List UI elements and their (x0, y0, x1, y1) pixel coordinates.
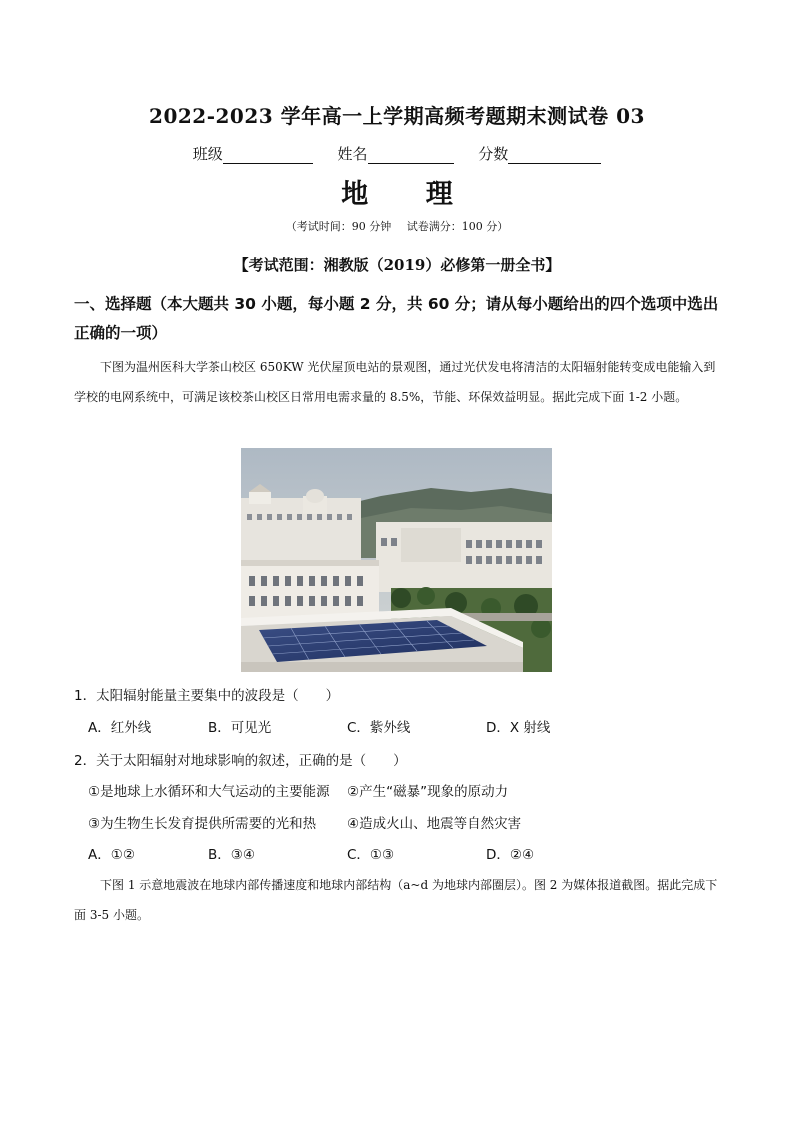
class-field (193, 143, 313, 164)
q1-option-d[interactable]: D．X 射线 (486, 720, 551, 736)
exam-time: （考试时间：90 分钟 (285, 220, 392, 233)
subject-title: 地 理 (341, 179, 477, 210)
exam-full-score: 试卷满分：100 分） (406, 220, 509, 233)
name-field (337, 143, 453, 164)
question-1-stem: 1．太阳辐射能量主要集中的波段是（ ） (74, 688, 340, 704)
q2-option-b[interactable]: B．③④ (208, 847, 255, 863)
score-blank[interactable] (508, 147, 601, 164)
class-label: 班级 (192, 145, 223, 163)
q2-option-d[interactable]: D．②④ (486, 847, 535, 863)
exam-title: 2022-2023 学年高一上学期高频考题期末测试卷 03 (149, 104, 645, 128)
class-blank[interactable] (223, 147, 313, 164)
question-2-stem: 2．关于太阳辐射对地球影响的叙述，正确的是（ ） (74, 753, 407, 769)
q2-statement-2: ②产生“磁暴”现象的原动力 (347, 784, 509, 800)
q2-option-a[interactable]: A．①② (88, 847, 135, 863)
name-blank[interactable] (368, 147, 454, 164)
solar-rooftop-photo (241, 448, 552, 672)
name-label: 姓名 (337, 145, 368, 163)
q2-option-c[interactable]: C．①③ (347, 847, 395, 863)
q1-option-c[interactable]: C．紫外线 (347, 720, 411, 736)
score-field (478, 143, 601, 164)
section-heading: 一、选择题（本大题共 30 小题，每小题 2 分，共 60 分；请从每小题给出的四个选项中选出正确的一项） (74, 295, 719, 342)
student-info-row (0, 143, 794, 164)
exam-scope: 【考试范围：湘教版（2019）必修第一册全书】 (233, 256, 561, 274)
q1-option-b[interactable]: B．可见光 (208, 720, 272, 736)
passage-1: 下图为温州医科大学茶山校区 650KW 光伏屋顶电站的景观图，通过光伏发电将清洁的太阳辐射能转变成电能输入到学校的电网系统中，可满足该校茶山校区日常用电需求量的 8.5%，节能、环保效益明显。据此完成下面 1-2 小题。 (74, 360, 716, 404)
q1-option-a[interactable]: A．红外线 (88, 720, 152, 736)
q2-statement-3: ③为生物生长发育提供所需要的光和热 (88, 816, 317, 832)
score-label: 分数 (478, 145, 509, 163)
q2-statement-1: ①是地球上水循环和大气运动的主要能源 (88, 784, 330, 800)
q2-statement-4: ④造成火山、地震等自然灾害 (347, 816, 522, 832)
exam-meta (0, 218, 794, 234)
passage-2: 下图 1 示意地震波在地球内部传播速度和地球内部结构（a~d 为地球内部圈层）。图 2 为媒体报道截图。据此完成下面 3-5 小题。 (74, 878, 718, 922)
